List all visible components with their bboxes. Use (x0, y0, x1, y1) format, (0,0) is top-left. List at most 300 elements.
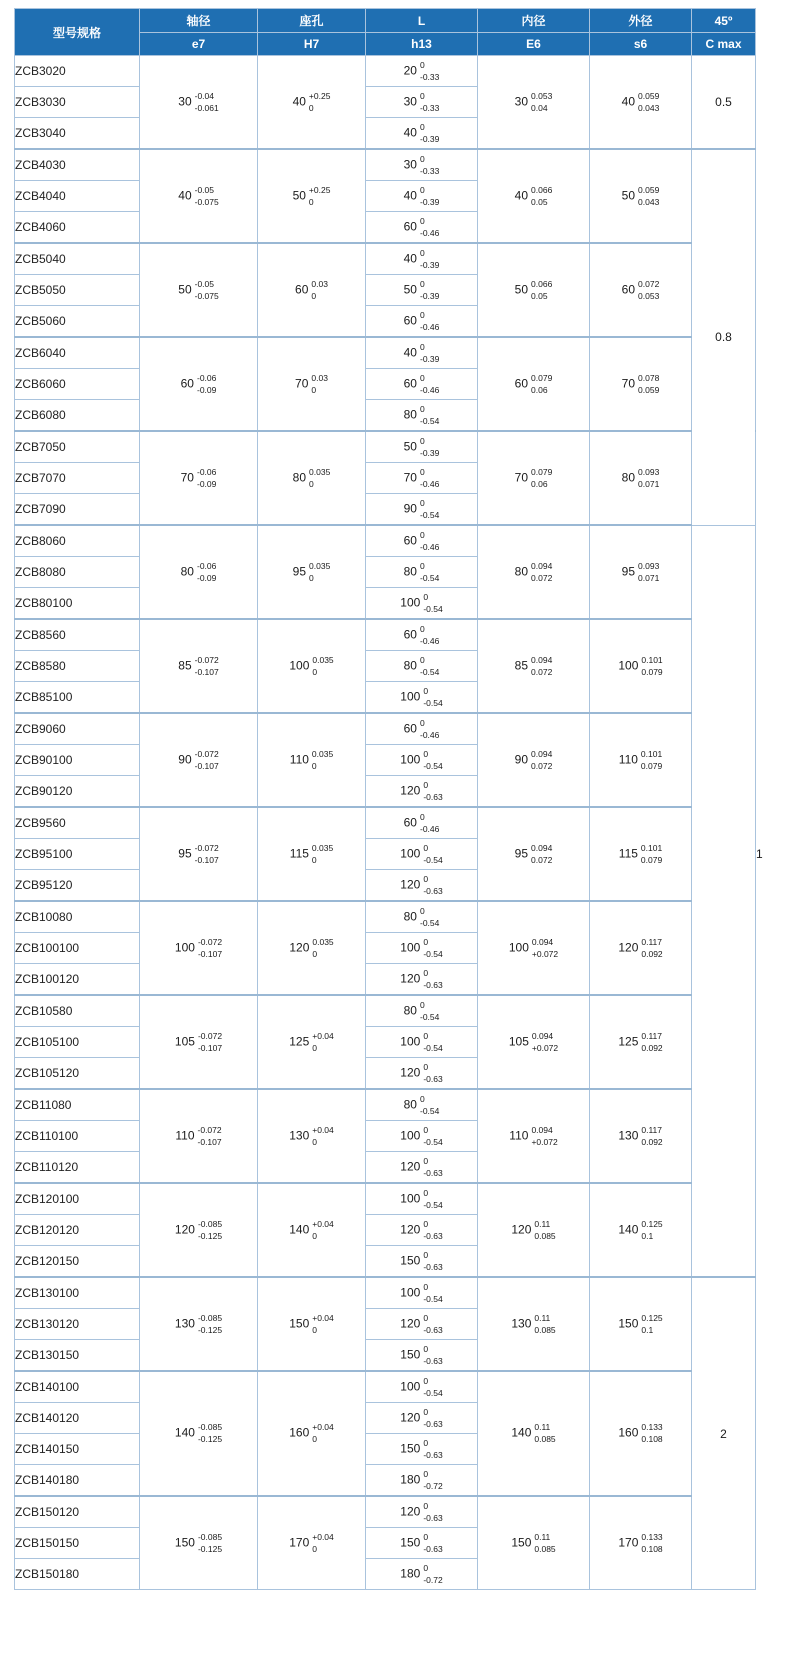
cell-shaft-dia (140, 619, 258, 713)
cell-model: ZCB8080 (15, 557, 140, 588)
header-tol-h7: H7 (258, 33, 366, 56)
cell-length (366, 1434, 478, 1465)
cell-outer-dia (590, 431, 692, 525)
length-tolerance: 120 0 -0.63 (400, 1500, 443, 1523)
length-tolerance: 80 0 -0.54 (403, 905, 440, 928)
cell-length (366, 745, 478, 776)
header-tol-e7: e7 (140, 33, 258, 56)
outer-tolerance: 170 0.133 0.108 (618, 1531, 663, 1554)
cell-length (366, 275, 478, 306)
cell-length (366, 1089, 478, 1121)
outer-tolerance: 140 0.125 0.1 (618, 1218, 663, 1241)
cell-outer-dia (590, 337, 692, 431)
cell-length (366, 682, 478, 714)
cell-model: ZCB95100 (15, 839, 140, 870)
cell-outer-dia (590, 713, 692, 807)
cell-housing-bore (258, 713, 366, 807)
table-row (15, 807, 756, 839)
cell-shaft-dia (140, 807, 258, 901)
cell-inner-dia (478, 807, 590, 901)
length-tolerance: 80 0 -0.54 (403, 999, 440, 1022)
length-tolerance: 100 0 -0.54 (400, 748, 443, 771)
cell-length (366, 87, 478, 118)
length-tolerance: 100 0 -0.54 (400, 1375, 443, 1398)
inner-tolerance: 110 0.094 +0.072 (509, 1124, 558, 1147)
bore-tolerance: 70 0.03 0 (295, 372, 328, 395)
cell-inner-dia (478, 431, 590, 525)
cell-length (366, 995, 478, 1027)
cell-outer-dia (590, 1277, 692, 1371)
cell-housing-bore (258, 901, 366, 995)
inner-tolerance: 50 0.066 0.05 (514, 278, 553, 301)
cell-model: ZCB4060 (15, 212, 140, 244)
length-tolerance: 150 0 -0.63 (400, 1343, 443, 1366)
length-tolerance: 100 0 -0.54 (400, 936, 443, 959)
bore-tolerance: 150 +0.04 0 (289, 1312, 334, 1335)
inner-tolerance: 100 0.094 +0.072 (508, 936, 559, 959)
cell-length (366, 713, 478, 745)
table-row (15, 713, 756, 745)
header-tol-s6: s6 (590, 33, 692, 56)
cell-length (366, 1403, 478, 1434)
cell-housing-bore (258, 243, 366, 337)
cell-model: ZCB140150 (15, 1434, 140, 1465)
cell-outer-dia (590, 995, 692, 1089)
inner-tolerance: 120 0.11 0.085 (511, 1218, 556, 1241)
header-outer-dia: 外径 (590, 9, 692, 33)
cell-model: ZCB100120 (15, 964, 140, 996)
cell-length (366, 431, 478, 463)
shaft-tolerance: 85 -0.072 -0.107 (178, 654, 219, 677)
outer-tolerance: 120 0.117 0.092 (618, 936, 663, 959)
outer-tolerance: 125 0.117 0.092 (618, 1030, 663, 1053)
cell-model: ZCB10080 (15, 901, 140, 933)
table-row (15, 995, 756, 1027)
cell-inner-dia (478, 1089, 590, 1183)
shaft-tolerance: 60 -0.06 -0.09 (180, 372, 217, 395)
inner-tolerance: 85 0.094 0.072 (514, 654, 553, 677)
cell-model: ZCB95120 (15, 870, 140, 902)
cell-length (366, 243, 478, 275)
inner-tolerance: 140 0.11 0.085 (511, 1422, 556, 1444)
bore-tolerance: 170 +0.04 0 (289, 1531, 334, 1554)
outer-tolerance: 60 0.072 0.053 (621, 278, 660, 301)
length-tolerance: 70 0 -0.46 (403, 466, 440, 489)
cell-housing-bore (258, 995, 366, 1089)
cell-length (366, 557, 478, 588)
cell-outer-dia (590, 1371, 692, 1496)
cell-length (366, 149, 478, 181)
header-cmax: C max (692, 33, 756, 56)
table-row (15, 1371, 756, 1403)
shaft-tolerance: 140 -0.085 -0.125 (174, 1422, 223, 1444)
header-row-top (15, 9, 756, 33)
shaft-tolerance: 95 -0.072 -0.107 (178, 842, 219, 865)
cell-housing-bore (258, 1371, 366, 1496)
cell-length (366, 369, 478, 400)
bore-tolerance: 95 0.035 0 (292, 560, 331, 583)
header-shaft-dia: 轴径 (140, 9, 258, 33)
cell-length (366, 181, 478, 212)
table-head (15, 9, 756, 56)
outer-tolerance: 80 0.093 0.071 (621, 466, 660, 489)
cell-shaft-dia (140, 243, 258, 337)
outer-tolerance: 130 0.117 0.092 (618, 1124, 663, 1147)
cell-model: ZCB120100 (15, 1183, 140, 1215)
cell-length (366, 619, 478, 651)
cell-length (366, 964, 478, 996)
shaft-tolerance: 90 -0.072 -0.107 (178, 748, 219, 771)
length-tolerance: 120 0 -0.63 (400, 967, 443, 990)
cell-length (366, 1309, 478, 1340)
table-row (15, 243, 756, 275)
cell-inner-dia (478, 1371, 590, 1496)
cell-model: ZCB140180 (15, 1465, 140, 1497)
length-tolerance: 150 0 -0.63 (400, 1249, 443, 1272)
shaft-tolerance: 50 -0.05 -0.075 (178, 278, 219, 301)
cell-outer-dia (590, 1089, 692, 1183)
length-tolerance: 90 0 -0.54 (403, 497, 440, 520)
length-tolerance: 30 0 -0.33 (403, 90, 440, 113)
bore-tolerance: 125 +0.04 0 (289, 1030, 334, 1053)
length-tolerance: 30 0 -0.33 (403, 153, 440, 176)
cell-model: ZCB5050 (15, 275, 140, 306)
cell-inner-dia (478, 1496, 590, 1590)
inner-tolerance: 60 0.079 0.06 (514, 372, 553, 395)
cell-inner-dia (478, 901, 590, 995)
cell-length (366, 870, 478, 902)
cell-shaft-dia (140, 1277, 258, 1371)
cell-outer-dia (590, 619, 692, 713)
shaft-tolerance: 80 -0.06 -0.09 (180, 560, 217, 583)
outer-tolerance: 115 0.101 0.079 (618, 842, 663, 865)
table-row (15, 619, 756, 651)
inner-tolerance: 40 0.066 0.05 (514, 184, 553, 207)
inner-tolerance: 90 0.094 0.072 (514, 748, 553, 771)
cell-model: ZCB5060 (15, 306, 140, 338)
cell-inner-dia (478, 1277, 590, 1371)
cell-length (366, 1152, 478, 1184)
length-tolerance: 50 0 -0.39 (403, 435, 440, 458)
table-row: ZCB7050 70 -0.06 -0.09 80 0.035 0 50 0 -0.39 70 0.079 0.06 80 0.093 0.071 1 (15, 431, 756, 463)
inner-tolerance: 30 0.053 0.04 (514, 90, 553, 113)
bore-tolerance: 60 0.03 0 (295, 278, 328, 301)
cell-length (366, 494, 478, 526)
cell-length (366, 1528, 478, 1559)
table-row (15, 56, 756, 87)
cell-model: ZCB85100 (15, 682, 140, 714)
cell-cmax: 0.8 (692, 149, 756, 525)
cell-model: ZCB11080 (15, 1089, 140, 1121)
cell-shaft-dia (140, 713, 258, 807)
cell-length (366, 1277, 478, 1309)
length-tolerance: 120 0 -0.63 (400, 779, 443, 802)
cell-length (366, 306, 478, 338)
length-tolerance: 180 0 -0.72 (400, 1468, 443, 1491)
cell-housing-bore (258, 807, 366, 901)
length-tolerance: 100 0 -0.54 (400, 591, 443, 614)
cell-length (366, 1121, 478, 1152)
length-tolerance: 180 0 -0.72 (400, 1562, 443, 1585)
bore-tolerance: 160 +0.04 0 (289, 1422, 334, 1444)
cell-length (366, 1371, 478, 1403)
inner-tolerance: 105 0.094 +0.072 (508, 1030, 559, 1053)
outer-tolerance: 70 0.078 0.059 (621, 372, 660, 395)
length-tolerance: 120 0 -0.63 (400, 1155, 443, 1178)
outer-tolerance: 40 0.059 0.043 (621, 90, 660, 113)
cell-housing-bore (258, 619, 366, 713)
length-tolerance: 80 0 -0.54 (403, 1093, 440, 1116)
length-tolerance: 60 0 -0.46 (403, 717, 440, 740)
cell-outer-dia (590, 901, 692, 995)
header-model: 型号规格 (15, 9, 140, 56)
cell-length (366, 337, 478, 369)
cell-length (366, 933, 478, 964)
cell-inner-dia (478, 1183, 590, 1277)
cell-housing-bore (258, 525, 366, 619)
cell-shaft-dia (140, 1089, 258, 1183)
inner-tolerance: 95 0.094 0.072 (514, 842, 553, 865)
cell-inner-dia (478, 995, 590, 1089)
shaft-tolerance: 40 -0.05 -0.075 (178, 184, 219, 207)
shaft-tolerance: 70 -0.06 -0.09 (180, 466, 217, 489)
shaft-tolerance: 100 -0.072 -0.107 (174, 936, 223, 959)
table-row (15, 1089, 756, 1121)
cell-model: ZCB150120 (15, 1496, 140, 1528)
cell-shaft-dia (140, 1371, 258, 1496)
length-tolerance: 80 0 -0.54 (403, 654, 440, 677)
cell-model: ZCB110100 (15, 1121, 140, 1152)
shaft-tolerance: 105 -0.072 -0.107 (174, 1030, 223, 1053)
cell-shaft-dia (140, 431, 258, 525)
cell-model: ZCB7070 (15, 463, 140, 494)
cell-model: ZCB8580 (15, 651, 140, 682)
cell-length (366, 1215, 478, 1246)
cell-housing-bore (258, 1183, 366, 1277)
cell-shaft-dia (140, 995, 258, 1089)
cell-model: ZCB120150 (15, 1246, 140, 1278)
cell-model: ZCB10580 (15, 995, 140, 1027)
shaft-tolerance: 150 -0.085 -0.125 (174, 1531, 223, 1554)
cell-outer-dia (590, 525, 692, 619)
cell-model: ZCB3030 (15, 87, 140, 118)
spec-sheet (0, 8, 793, 1590)
length-tolerance: 20 0 -0.33 (403, 59, 440, 82)
length-tolerance: 100 0 -0.54 (400, 1124, 443, 1147)
cell-housing-bore (258, 149, 366, 243)
bore-tolerance: 40 +0.25 0 (292, 90, 331, 113)
cell-housing-bore (258, 56, 366, 150)
cell-inner-dia (478, 149, 590, 243)
cell-length (366, 651, 478, 682)
table-row (15, 525, 756, 557)
cell-model: ZCB90120 (15, 776, 140, 808)
cell-model: ZCB80100 (15, 588, 140, 620)
inner-tolerance: 150 0.11 0.085 (511, 1531, 556, 1554)
cell-model: ZCB4030 (15, 149, 140, 181)
cell-model: ZCB6060 (15, 369, 140, 400)
cell-shaft-dia (140, 901, 258, 995)
length-tolerance: 40 0 -0.39 (403, 247, 440, 270)
cell-model: ZCB8060 (15, 525, 140, 557)
cell-inner-dia (478, 525, 590, 619)
bore-tolerance: 50 +0.25 0 (292, 184, 331, 207)
bore-tolerance: 110 0.035 0 (289, 748, 334, 771)
cell-length (366, 1183, 478, 1215)
length-tolerance: 80 0 -0.54 (403, 403, 440, 426)
cell-length (366, 901, 478, 933)
cell-model: ZCB3020 (15, 56, 140, 87)
length-tolerance: 40 0 -0.39 (403, 121, 440, 144)
cell-cmax: 2 (692, 1277, 756, 1590)
outer-tolerance: 50 0.059 0.043 (621, 184, 660, 207)
length-tolerance: 40 0 -0.39 (403, 341, 440, 364)
table-row (15, 337, 756, 369)
cell-model: ZCB5040 (15, 243, 140, 275)
length-tolerance: 150 0 -0.63 (400, 1531, 443, 1554)
shaft-tolerance: 110 -0.072 -0.107 (175, 1124, 222, 1147)
length-tolerance: 60 0 -0.46 (403, 372, 440, 395)
cell-outer-dia (590, 1183, 692, 1277)
cell-housing-bore (258, 1089, 366, 1183)
bore-tolerance: 120 0.035 0 (289, 936, 334, 959)
cell-model: ZCB105120 (15, 1058, 140, 1090)
cell-shaft-dia (140, 1496, 258, 1590)
outer-tolerance: 100 0.101 0.079 (618, 654, 663, 677)
cell-length (366, 400, 478, 432)
cell-length (366, 776, 478, 808)
table-row (15, 1183, 756, 1215)
cell-housing-bore (258, 431, 366, 525)
cell-housing-bore (258, 337, 366, 431)
outer-tolerance: 95 0.093 0.071 (621, 560, 660, 583)
cell-length (366, 463, 478, 494)
length-tolerance: 60 0 -0.46 (403, 309, 440, 332)
cell-length (366, 212, 478, 244)
header-housing-bore: 座孔 (258, 9, 366, 33)
length-tolerance: 100 0 -0.54 (400, 842, 443, 865)
shaft-tolerance: 130 -0.085 -0.125 (174, 1312, 223, 1335)
cell-model: ZCB6080 (15, 400, 140, 432)
cell-outer-dia (590, 807, 692, 901)
cell-model: ZCB9560 (15, 807, 140, 839)
inner-tolerance: 80 0.094 0.072 (514, 560, 553, 583)
cell-model: ZCB90100 (15, 745, 140, 776)
length-tolerance: 60 0 -0.46 (403, 215, 440, 238)
cell-length (366, 807, 478, 839)
cell-inner-dia (478, 337, 590, 431)
cell-inner-dia (478, 619, 590, 713)
outer-tolerance: 110 0.101 0.079 (618, 748, 663, 771)
cell-model: ZCB130100 (15, 1277, 140, 1309)
cell-shaft-dia (140, 149, 258, 243)
cell-inner-dia (478, 713, 590, 807)
cell-model: ZCB7090 (15, 494, 140, 526)
cell-model: ZCB130150 (15, 1340, 140, 1372)
inner-tolerance: 70 0.079 0.06 (514, 466, 553, 489)
header-tol-h13: h13 (366, 33, 478, 56)
cell-cmax: 0.5 (692, 56, 756, 150)
inner-tolerance: 130 0.11 0.085 (511, 1312, 556, 1335)
cell-length (366, 1496, 478, 1528)
length-tolerance: 40 0 -0.39 (403, 184, 440, 207)
shaft-tolerance: 30 -0.04 -0.061 (178, 90, 219, 113)
cell-shaft-dia (140, 56, 258, 150)
cell-length (366, 1246, 478, 1278)
cell-inner-dia (478, 56, 590, 150)
length-tolerance: 60 0 -0.46 (403, 529, 440, 552)
table-row (15, 149, 756, 181)
cell-model: ZCB105100 (15, 1027, 140, 1058)
cell-model: ZCB140120 (15, 1403, 140, 1434)
cell-length (366, 1340, 478, 1372)
cell-length (366, 525, 478, 557)
bore-tolerance: 100 0.035 0 (289, 654, 334, 677)
header-inner-dia: 内径 (478, 9, 590, 33)
length-tolerance: 120 0 -0.63 (400, 1218, 443, 1241)
cell-model: ZCB120120 (15, 1215, 140, 1246)
cell-shaft-dia (140, 1183, 258, 1277)
cell-length (366, 56, 478, 87)
table-body (15, 56, 763, 1590)
cell-length (366, 839, 478, 870)
bore-tolerance: 115 0.035 0 (289, 842, 334, 865)
bore-tolerance: 130 +0.04 0 (289, 1124, 334, 1147)
header-length: L (366, 9, 478, 33)
length-tolerance: 150 0 -0.63 (400, 1437, 443, 1460)
cell-model: ZCB7050 (15, 431, 140, 463)
bore-tolerance: 80 0.035 0 (292, 466, 331, 489)
cell-model: ZCB4040 (15, 181, 140, 212)
cell-length (366, 588, 478, 620)
cell-shaft-dia (140, 337, 258, 431)
length-tolerance: 120 0 -0.63 (400, 1406, 443, 1429)
cell-model: ZCB8560 (15, 619, 140, 651)
length-tolerance: 100 0 -0.54 (400, 1281, 443, 1304)
cell-model: ZCB140100 (15, 1371, 140, 1403)
cell-length (366, 1559, 478, 1590)
cell-model: ZCB9060 (15, 713, 140, 745)
length-tolerance: 100 0 -0.54 (400, 1187, 443, 1210)
cell-model: ZCB150150 (15, 1528, 140, 1559)
cell-model: ZCB6040 (15, 337, 140, 369)
shaft-tolerance: 120 -0.085 -0.125 (174, 1218, 223, 1241)
cell-outer-dia (590, 243, 692, 337)
table-row (15, 901, 756, 933)
length-tolerance: 50 0 -0.39 (403, 278, 440, 301)
cell-outer-dia (590, 1496, 692, 1590)
cell-outer-dia (590, 56, 692, 150)
table-row (15, 1496, 756, 1528)
length-tolerance: 120 0 -0.63 (400, 873, 443, 896)
cell-model: ZCB130120 (15, 1309, 140, 1340)
length-tolerance: 100 0 -0.54 (400, 1030, 443, 1053)
header-tol-e6: E6 (478, 33, 590, 56)
bore-tolerance: 140 +0.04 0 (289, 1218, 334, 1241)
cell-length (366, 1027, 478, 1058)
bushing-spec-table (14, 8, 763, 1590)
cell-model: ZCB110120 (15, 1152, 140, 1184)
cell-length (366, 1058, 478, 1090)
cell-length (366, 1465, 478, 1497)
cell-length (366, 118, 478, 150)
cell-outer-dia (590, 149, 692, 243)
length-tolerance: 120 0 -0.63 (400, 1061, 443, 1084)
outer-tolerance: 160 0.133 0.108 (618, 1422, 663, 1444)
table-row (15, 1277, 756, 1309)
cell-model: ZCB100100 (15, 933, 140, 964)
length-tolerance: 60 0 -0.46 (403, 623, 440, 646)
